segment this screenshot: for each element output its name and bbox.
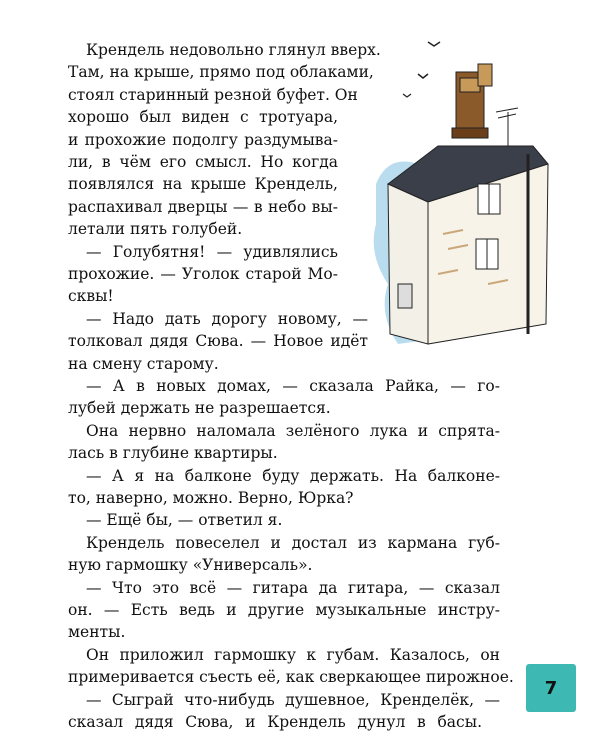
page-number-badge: 7 (526, 664, 576, 712)
text-line: то, наверно, можно. Верно, Юрка? (68, 489, 354, 507)
text-line: летали пять голубей. (68, 220, 243, 238)
text-line: на смену старому. (68, 355, 219, 373)
text-line: — А в новых домах, — сказала Райка, — го- (86, 377, 500, 395)
text-line: стоял старинный резной буфет. Он (68, 86, 358, 104)
text-line: — Сыграй что-нибудь душевное, Кренделёк, — (86, 691, 500, 709)
text-line: толковал дядя Сюва. — Новое идёт (68, 332, 368, 350)
text-line: хорошо был виден с тротуара, (68, 108, 338, 126)
text-line: ную гармошку «Универсаль». (68, 556, 313, 574)
text-line: менты. (68, 623, 126, 641)
text-line: — А я на балконе буду держать. На балконе- (86, 467, 500, 485)
text-line: — Что это всё — гитара да гитара, — сказал (86, 579, 500, 597)
text-line: ли, в чём его смысл. Но когда (68, 153, 338, 171)
text-line: сквы! (68, 287, 114, 305)
text-line: — Голубятня! — удивлялись (86, 243, 338, 261)
text-line: появлялся на крыше Крендель, (68, 175, 338, 193)
text-line: лась в глубине квартиры. (68, 444, 278, 462)
text-line: он. — Есть ведь и другие музыкальные инстру- (68, 601, 500, 619)
text-line: прохожие. — Уголок старой Мо- (68, 265, 338, 283)
text-line: и прохожие подолгу раздумыва- (68, 131, 338, 149)
text-line: Там, на крыше, прямо под облаками, (68, 63, 374, 81)
text-line: Она нервно наломала зелёного лука и спрята- (86, 422, 500, 440)
text-line: Крендель недовольно глянул вверх. (86, 41, 381, 59)
house-illustration (368, 34, 578, 364)
text-line: сказал дядя Сюва, и Крендель дунул в басы. (68, 713, 482, 731)
text-line: распахивал дверцы — в небо вы- (68, 198, 338, 216)
text-line: — Ещё бы, — ответил я. (86, 511, 283, 529)
text-line: примеривается съесть её, как сверкающее пирожное. (68, 668, 514, 686)
text-line: лубей держать не разрешается. (68, 399, 331, 417)
text-line: Он приложил гармошку к губам. Казалось, он (86, 646, 500, 664)
text-line: Крендель повеселел и достал из кармана губ- (86, 534, 500, 552)
text-line: — Надо дать дорогу новому, — (86, 310, 368, 328)
